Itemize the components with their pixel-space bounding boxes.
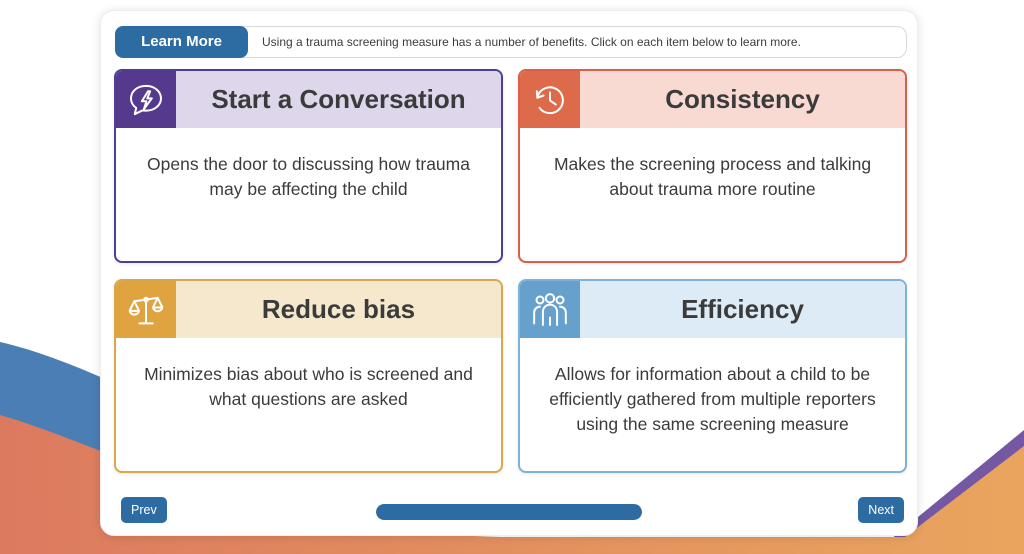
card-efficiency[interactable] xyxy=(518,279,907,473)
instruction-bar xyxy=(115,26,907,58)
progress-bar-fill xyxy=(376,504,642,520)
next-button[interactable]: Next xyxy=(858,497,904,523)
learn-more-tab[interactable]: Learn More xyxy=(115,26,248,58)
card-title: Reduce bias xyxy=(261,294,416,324)
card-header xyxy=(116,281,501,338)
card-header xyxy=(520,281,905,338)
prev-button[interactable]: Prev xyxy=(121,497,167,523)
card-consistency[interactable] xyxy=(518,69,907,263)
card-header xyxy=(520,71,905,128)
benefit-cards-grid xyxy=(114,69,907,473)
card-body-text: Opens the door to discussing how trauma may be affecting the child xyxy=(147,154,470,199)
content-panel xyxy=(100,10,918,536)
chat-lightning-icon xyxy=(116,71,176,128)
card-body-text: Makes the screening process and talking about trauma more routine xyxy=(553,154,872,199)
card-header xyxy=(116,71,501,128)
card-reduce-bias[interactable] xyxy=(114,279,503,473)
people-group-icon xyxy=(520,281,580,338)
card-body-text: Allows for information about a child to be efficiently gathered from multiple reporters using the same screening measure xyxy=(549,364,876,434)
card-start-a-conversation[interactable] xyxy=(114,69,503,263)
progress-bar xyxy=(376,504,642,520)
card-title: Start a Conversation xyxy=(211,84,466,114)
clock-history-icon xyxy=(520,71,580,128)
instruction-text: Using a trauma screening measure has a number of benefits. Click on each item below to learn more. xyxy=(262,35,801,49)
card-title: Efficiency xyxy=(681,294,804,324)
balance-scales-icon xyxy=(116,281,176,338)
card-title: Consistency xyxy=(665,84,820,114)
card-body-text: Minimizes bias about who is screened and what questions are asked xyxy=(144,364,473,409)
